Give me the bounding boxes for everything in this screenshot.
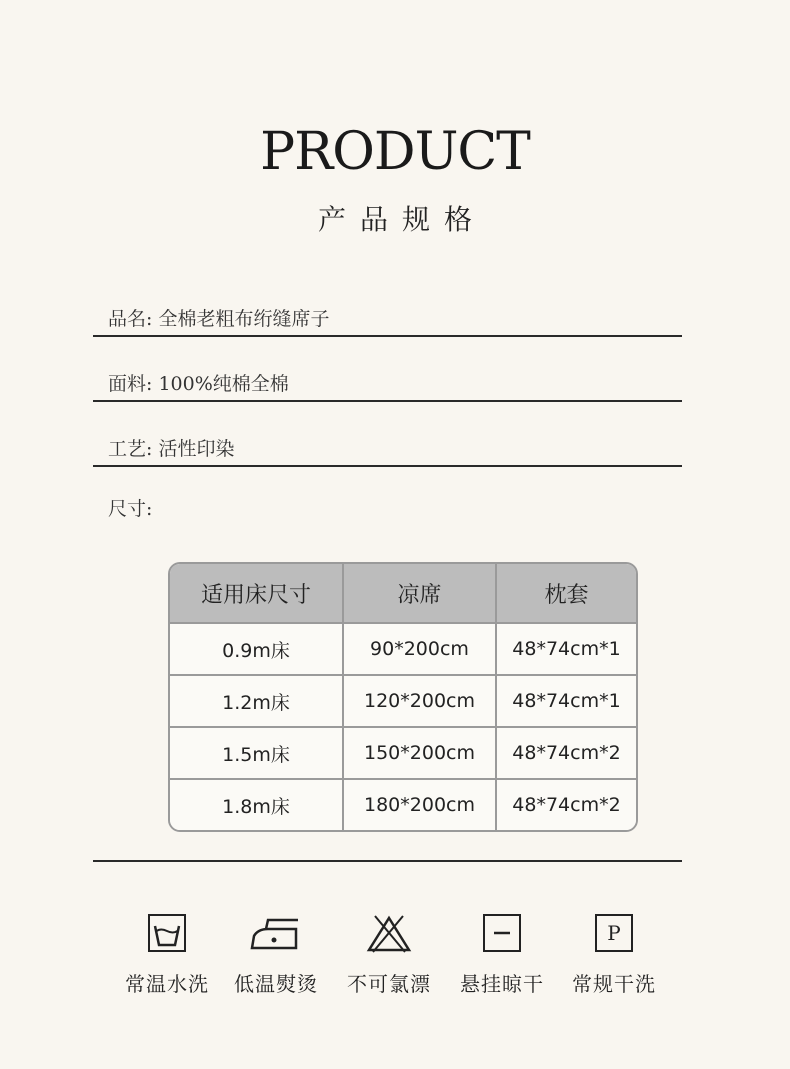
table-row [170, 780, 636, 830]
dry-clean-icon [593, 912, 635, 954]
table-cell: 0.9m床 [170, 624, 344, 676]
divider [93, 335, 682, 337]
column-header: 凉席 [344, 564, 497, 624]
care-no-bleach [329, 912, 449, 997]
care-label: 不可氯漂 [347, 972, 431, 996]
svg-text:P: P [607, 921, 621, 945]
care-label: 常规干洗 [572, 972, 656, 996]
care-hang-dry [442, 912, 562, 997]
spec-value: 活性印染 [158, 438, 235, 460]
table-cell: 48*74cm*2 [497, 728, 636, 780]
table-cell: 120*200cm [344, 676, 497, 728]
table-cell: 48*74cm*1 [497, 624, 636, 676]
care-iron [216, 912, 336, 997]
table-header-row [170, 564, 636, 624]
table-cell: 1.8m床 [170, 780, 344, 830]
table-cell: 150*200cm [344, 728, 497, 780]
no-bleach-icon [365, 912, 413, 954]
table-cell: 48*74cm*2 [497, 780, 636, 830]
column-header: 枕套 [497, 564, 636, 624]
spec-value: 100%纯棉全棉 [158, 373, 289, 395]
divider [93, 860, 682, 862]
table-cell: 180*200cm [344, 780, 497, 830]
care-dry-clean [554, 912, 674, 997]
spec-process [108, 434, 234, 461]
spec-name [108, 304, 329, 331]
table-cell: 90*200cm [344, 624, 497, 676]
table-cell: 1.5m床 [170, 728, 344, 780]
table-cell: 48*74cm*1 [497, 676, 636, 728]
column-header: 适用床尺寸 [170, 564, 344, 624]
spec-fabric [108, 369, 289, 396]
table-row [170, 676, 636, 728]
care-label: 常温水洗 [125, 972, 209, 996]
spec-label: 面料: [108, 373, 153, 395]
spec-label: 品名: [108, 308, 153, 330]
care-wash [107, 912, 227, 997]
wash-tub-icon [146, 912, 188, 954]
divider [93, 400, 682, 402]
hang-dry-icon [481, 912, 523, 954]
page-title: PRODUCT [260, 122, 530, 182]
spec-size [108, 494, 152, 521]
care-label: 低温熨烫 [234, 972, 318, 996]
spec-label: 尺寸: [108, 498, 153, 520]
care-label: 悬挂晾干 [460, 972, 544, 996]
spec-value: 全棉老粗布绗缝席子 [158, 308, 330, 330]
table-row [170, 624, 636, 676]
spec-label: 工艺: [108, 438, 153, 460]
iron-icon [248, 912, 304, 954]
divider [93, 465, 682, 467]
size-table [168, 562, 638, 832]
page-subtitle: 产品规格 [317, 203, 486, 236]
table-row [170, 728, 636, 780]
table-cell: 1.2m床 [170, 676, 344, 728]
